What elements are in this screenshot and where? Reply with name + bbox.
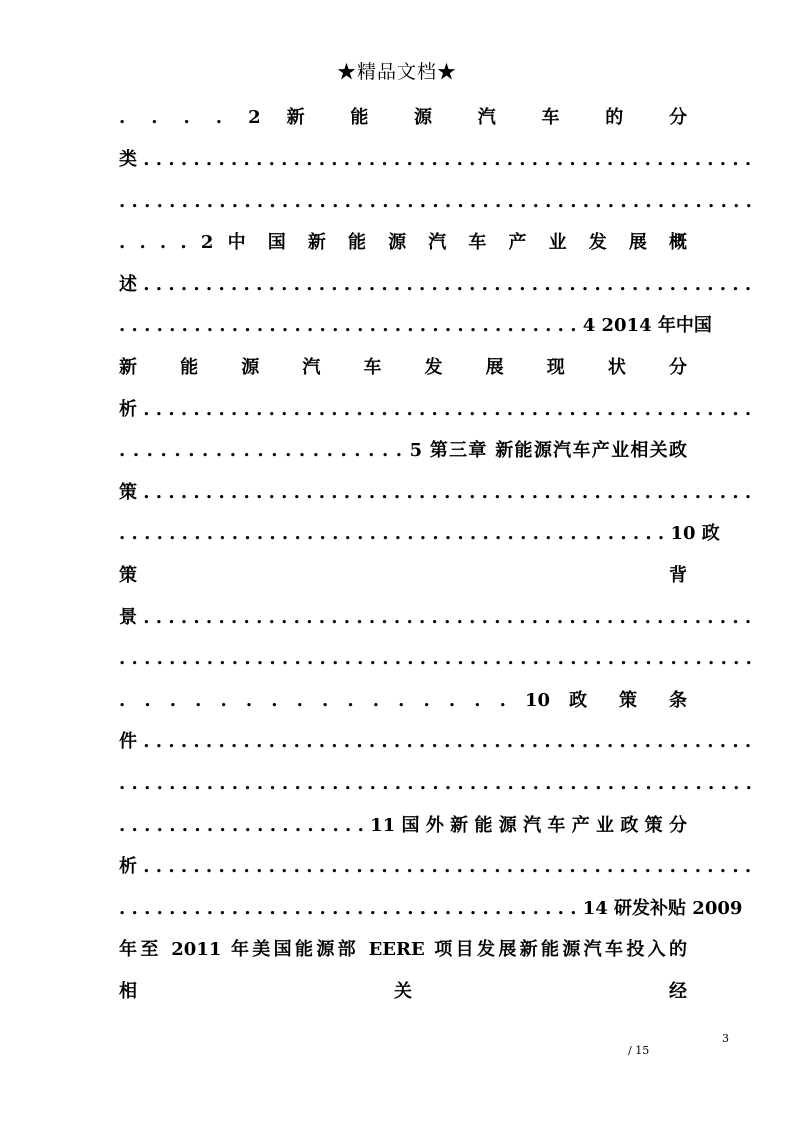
- toc-line: 析 . . . . . . . . . . . . . . . . . . . . . . . . . . . . . . . . . . . . . . . . . . . . . . . . .: [119, 399, 752, 420]
- toc-line: 件 . . . . . . . . . . . . . . . . . . . . . . . . . . . . . . . . . . . . . . . . . . . . . . . . .: [119, 731, 752, 752]
- toc-line: 新 能 源 汽 车 发 展 现 状 分: [119, 357, 687, 378]
- toc-line: . . . . 2 新 能 源 汽 车 的 分: [119, 107, 687, 128]
- toc-line: 景 . . . . . . . . . . . . . . . . . . . . . . . . . . . . . . . . . . . . . . . . . . . . . . . . .: [119, 607, 752, 628]
- toc-line: 析 . . . . . . . . . . . . . . . . . . . . . . . . . . . . . . . . . . . . . . . . . . . . . . . . .: [119, 856, 752, 877]
- toc-line: . . . . 2 中 国 新 能 源 汽 车 产 业 发 展 概: [119, 232, 687, 253]
- toc-line: 相 关 经: [119, 981, 687, 1002]
- toc-line: . . . . . . . . . . . . . . . . . . . . . 5 第三章 新能源汽车产业相关政: [119, 440, 687, 461]
- toc-line: 类 . . . . . . . . . . . . . . . . . . . . . . . . . . . . . . . . . . . . . . . . . . . . . . . . .: [119, 149, 752, 170]
- page-count: / 15: [628, 1044, 650, 1057]
- toc-line: . . . . . . . . . . . . . . . . . . . . . . . . . . . . . . . . . . . . . 4 2014 年中国: [119, 315, 712, 336]
- toc-line: 策 . . . . . . . . . . . . . . . . . . . . . . . . . . . . . . . . . . . . . . . . . . . . . . . . .: [119, 482, 752, 503]
- toc-line: 述 . . . . . . . . . . . . . . . . . . . . . . . . . . . . . . . . . . . . . . . . . . . . . . . . .: [119, 274, 752, 295]
- toc-line: . . . . . . . . . . . . . . . . . . . . . . . . . . . . . . . . . . . . . . . . . . . . 10 政: [119, 523, 720, 544]
- toc-line: . . . . . . . . . . . . . . . . . . . . . . . . . . . . . . . . . . . . . . . . . . . . . . . . . . .: [119, 648, 752, 669]
- toc-line: . . . . . . . . . . . . . . . . . . . . . . . . . . . . . . . . . . . . . . . . . . . . . . . . . . .: [119, 773, 752, 794]
- page-header: ★精品文档★: [336, 61, 457, 83]
- page-number: 3: [722, 1032, 729, 1045]
- toc-line: . . . . . . . . . . . . . . . . . . . . . . . . . . . . . . . . . . . . . 14 研发补贴 2009: [119, 898, 743, 919]
- toc-line: 策 背: [119, 565, 687, 586]
- toc-line: . . . . . . . . . . . . . . . . 10 政 策 条: [119, 690, 687, 711]
- toc-line: 年至 2011 年美国能源部 EERE 项目发展新能源汽车投入的: [119, 939, 687, 960]
- toc-line: . . . . . . . . . . . . . . . . . . . . . . . . . . . . . . . . . . . . . . . . . . . . . . . . . . .: [119, 191, 752, 212]
- toc-line: . . . . . . . . . . . . . . . . . . . . 11 国 外 新 能 源 汽 车 产 业 政 策 分: [119, 815, 687, 836]
